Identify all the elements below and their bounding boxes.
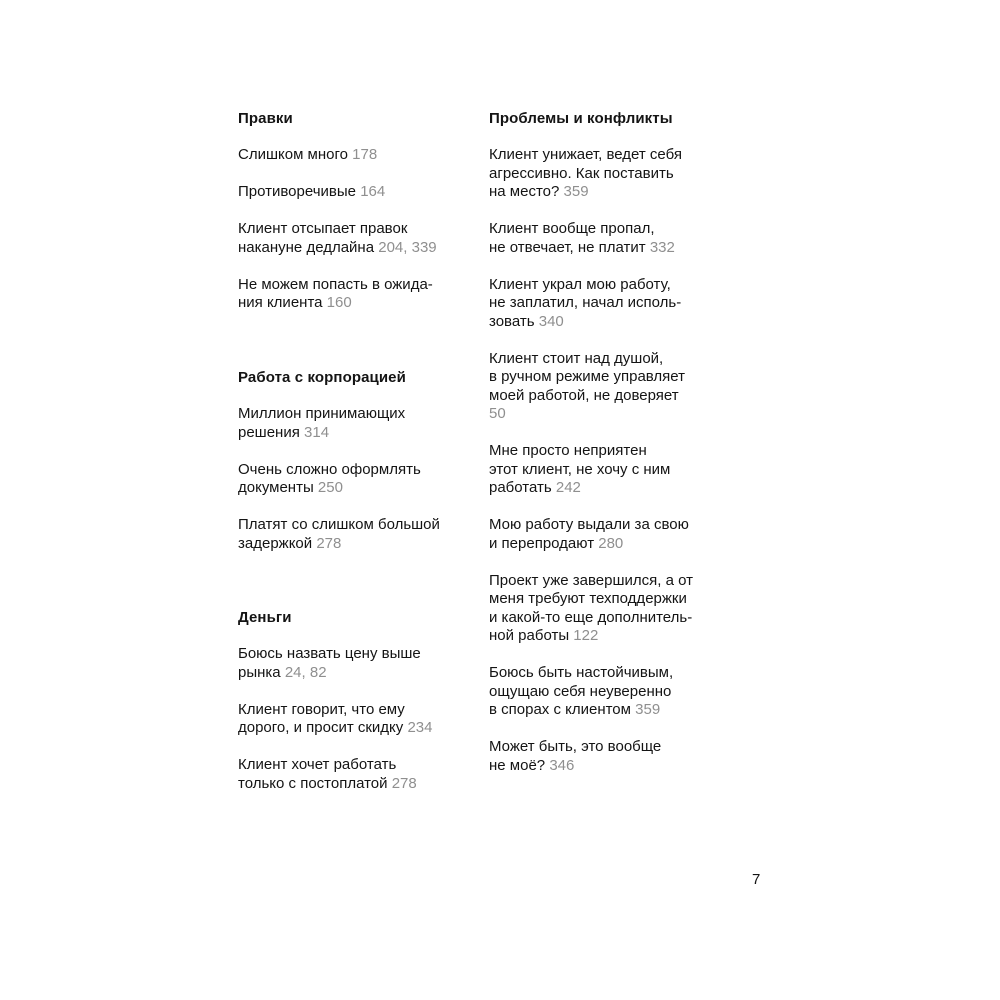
page-number: 7 xyxy=(752,871,761,888)
entry-text: Миллион принимающих решения xyxy=(238,405,406,441)
entry-page-ref: 314 xyxy=(304,423,330,441)
right-column xyxy=(489,109,729,794)
index-entry xyxy=(238,405,478,442)
index-entry xyxy=(489,350,729,424)
entry-page-ref: 250 xyxy=(317,479,343,496)
entry-page-ref: 332 xyxy=(649,238,675,256)
index-entry xyxy=(489,572,729,646)
index-entry xyxy=(238,756,478,793)
index-entry xyxy=(238,645,478,682)
section-edits xyxy=(238,109,478,331)
index-entry xyxy=(489,220,729,257)
section-title: Правки xyxy=(238,110,293,127)
entry-text: Проект уже завершился, а от меня требуют техподдержки и какой-то еще дополнитель- ной работы xyxy=(489,571,694,644)
entry-page-ref: 278 xyxy=(316,534,342,552)
index-entry xyxy=(238,516,478,553)
entry-text: Платят со слишком большой задержкой xyxy=(238,516,440,552)
entry-page-ref: 204, 339 xyxy=(378,238,437,256)
entry-text: Мою работу выдали за свою и перепродают xyxy=(489,516,689,552)
entry-page-ref: 24, 82 xyxy=(284,663,327,681)
entry-text: Может быть, это вообще не моё? xyxy=(489,738,662,774)
entry-page-ref: 346 xyxy=(549,756,575,774)
entry-text: Клиент украл мою работу, не заплатил, начал исполь- зовать xyxy=(489,275,682,330)
section-title: Проблемы и конфликты xyxy=(489,110,673,127)
entry-page-ref: 359 xyxy=(563,183,589,200)
entry-page-ref: 160 xyxy=(326,294,352,311)
entry-text: Клиент унижает, ведет себя агрессивно. Как поставить на место? xyxy=(489,146,682,200)
entry-page-ref: 164 xyxy=(360,183,386,200)
section-title: Работа с корпорацией xyxy=(238,369,406,386)
index-entry xyxy=(238,183,478,202)
entry-page-ref: 234 xyxy=(407,719,433,736)
entry-text: Клиент вообще пропал, не отвечает, не платит xyxy=(489,220,655,256)
entry-page-ref: 278 xyxy=(391,774,417,792)
entry-text: Не можем попасть в ожида- ния клиента xyxy=(238,275,433,311)
section-title: Деньги xyxy=(238,609,292,626)
entry-text: Боюсь назвать цену выше рынка xyxy=(238,645,421,681)
entry-text: Противоречивые xyxy=(238,183,357,200)
index-entry xyxy=(489,146,729,202)
entry-text: Очень сложно оформлять документы xyxy=(238,460,421,496)
section-money xyxy=(238,608,478,812)
index-entry xyxy=(489,516,729,553)
entry-page-ref: 280 xyxy=(598,534,624,552)
entry-page-ref: 50 xyxy=(489,405,506,422)
index-entry xyxy=(238,146,478,165)
section-corporate xyxy=(238,368,478,572)
index-entry xyxy=(489,738,729,775)
index-entry xyxy=(489,664,729,720)
entry-text: Клиент отсыпает правок накануне дедлайна xyxy=(238,220,408,256)
entry-page-ref: 122 xyxy=(573,627,599,644)
index-entry xyxy=(238,701,478,738)
entry-text: Клиент стоит над душой, в ручном режиме управляет моей работой, не доверяет xyxy=(489,349,686,404)
section-conflicts xyxy=(489,109,729,775)
entry-text: Клиент хочет работать только с постоплатой xyxy=(238,756,397,792)
index-entry xyxy=(238,220,478,257)
entry-page-ref: 340 xyxy=(538,312,564,330)
index-entry xyxy=(489,276,729,332)
entry-page-ref: 242 xyxy=(555,479,581,496)
entry-page-ref: 359 xyxy=(635,701,661,718)
index-entry xyxy=(238,461,478,498)
entry-page-ref: 178 xyxy=(352,146,378,163)
entry-text: Боюсь быть настойчивым, ощущаю себя неуверенно в спорах с клиентом xyxy=(489,664,674,718)
entry-text: Клиент говорит, что ему дорого, и просит скидку xyxy=(238,700,405,736)
entry-text: Мне просто неприятен этот клиент, не хочу с ним работать xyxy=(489,442,671,496)
index-entry xyxy=(489,442,729,498)
index-entry xyxy=(238,276,478,313)
entry-text: Слишком много xyxy=(238,146,348,163)
